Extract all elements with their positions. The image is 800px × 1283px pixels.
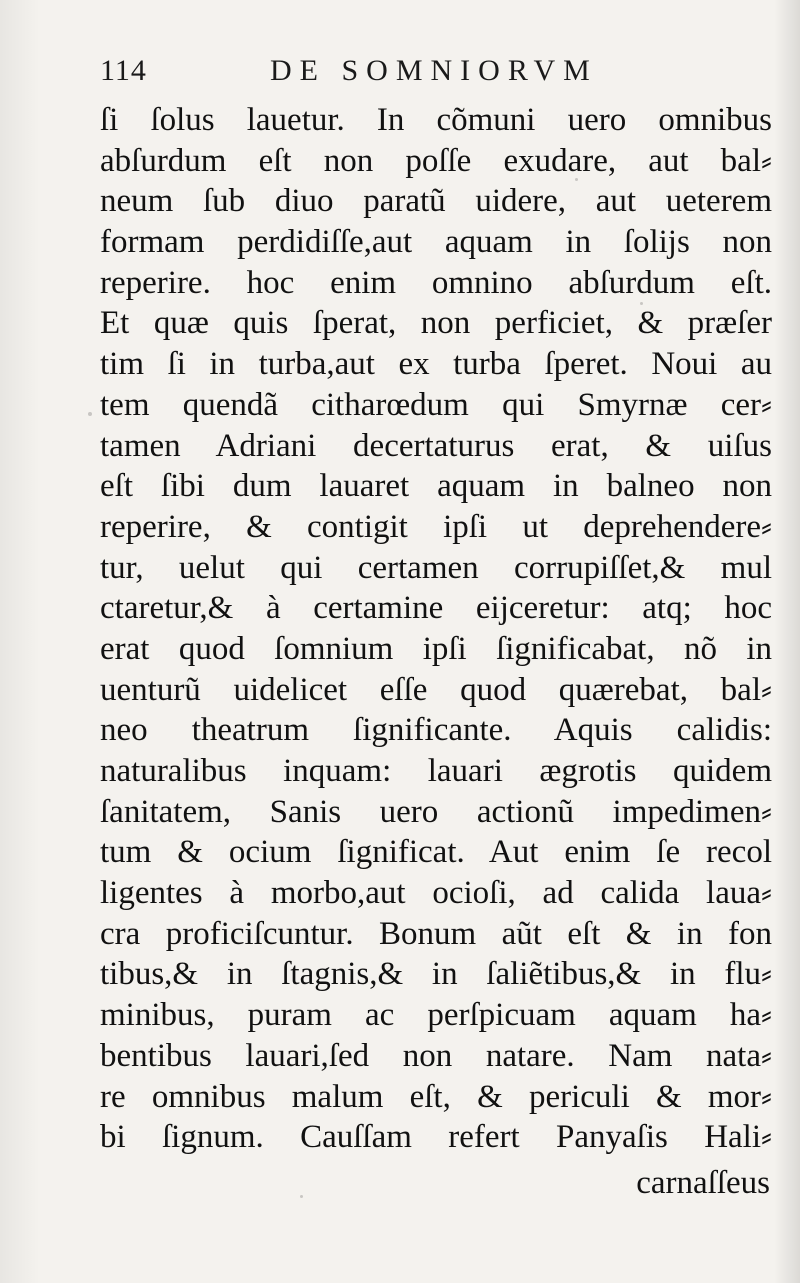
text-line: bentibus lauari,ſed non natare. Nam nata⸗ — [100, 1037, 772, 1074]
text-line: tum & ocium ſignificat. Aut enim ſe recol — [100, 834, 772, 871]
text-line: cra proficiſcuntur. Bonum aũt eſt & in fon — [100, 915, 772, 952]
text-line: erat quod ſomnium ipſi ſignificabat, nõ in — [100, 630, 772, 667]
text-line: neo theatrum ſignificante. Aquis calidis: — [100, 712, 772, 749]
ink-speck — [575, 178, 578, 181]
text-line: re omnibus malum eſt, & periculi & mor⸗ — [100, 1078, 772, 1115]
catchword: carnaſſeus — [636, 1165, 770, 1201]
text-line: eſt ſibi dum lauaret aquam in balneo non — [100, 468, 772, 505]
text-line: tibus,& in ſtagnis,& in ſaliẽtibus,& in flu⸗ — [100, 956, 772, 993]
text-line: abſurdum eſt non poſſe exudare, aut bal⸗ — [100, 142, 772, 179]
text-line: naturalibus inquam: lauari ægrotis quidem — [100, 753, 772, 789]
text-line: neum ſub diuo paratũ uidere, aut ueterem — [100, 183, 772, 220]
text-line: uenturũ uidelicet eſſe quod quærebat, bal⸗ — [100, 671, 772, 708]
text-line: tamen Adriani decertaturus erat, & uiſus — [100, 427, 772, 464]
text-line: ctaretur,& à certamine eijceretur: atq; hoc — [100, 590, 772, 627]
text-line: ſanitatem, Sanis uero actionũ impedimen⸗ — [100, 793, 772, 830]
text-line: ligentes à morbo,aut ocioſi, ad calida laua⸗ — [100, 875, 772, 912]
text-line: formam perdidiſſe,aut aquam in ſolijs non — [100, 224, 772, 261]
text-line: ſi ſolus lauetur. In cõmuni uero omnibus — [100, 102, 772, 138]
text-line: Et quæ quis ſperat, non perficiet, & præſer — [100, 305, 772, 342]
ink-speck — [640, 302, 643, 305]
page-number: 114 — [100, 54, 147, 87]
text-line: minibus, puram ac perſpicuam aquam ha⸗ — [100, 997, 772, 1034]
text-line: reperire, & contigit ipſi ut deprehendere⸗ — [100, 508, 772, 545]
page-header — [100, 48, 660, 98]
gutter-shadow — [0, 0, 40, 1283]
page-edge-shadow — [774, 0, 800, 1283]
text-line: tem quendã citharœdum qui Smyrnæ cer⸗ — [100, 386, 772, 423]
ink-speck — [300, 1195, 303, 1198]
body-text — [100, 100, 772, 1158]
text-line: tim ſi in turba,aut ex turba ſperet. Noui au — [100, 346, 772, 383]
text-line: bi ſignum. Cauſſam refert Panyaſis Hali⸗ — [100, 1119, 772, 1156]
text-line: tur, uelut qui certamen corrupiſſet,& mul — [100, 549, 772, 586]
ink-speck — [88, 412, 92, 416]
running-title: DE SOMNIORVM — [270, 54, 598, 87]
text-line: reperire. hoc enim omnino abſurdum eſt. — [100, 264, 772, 301]
